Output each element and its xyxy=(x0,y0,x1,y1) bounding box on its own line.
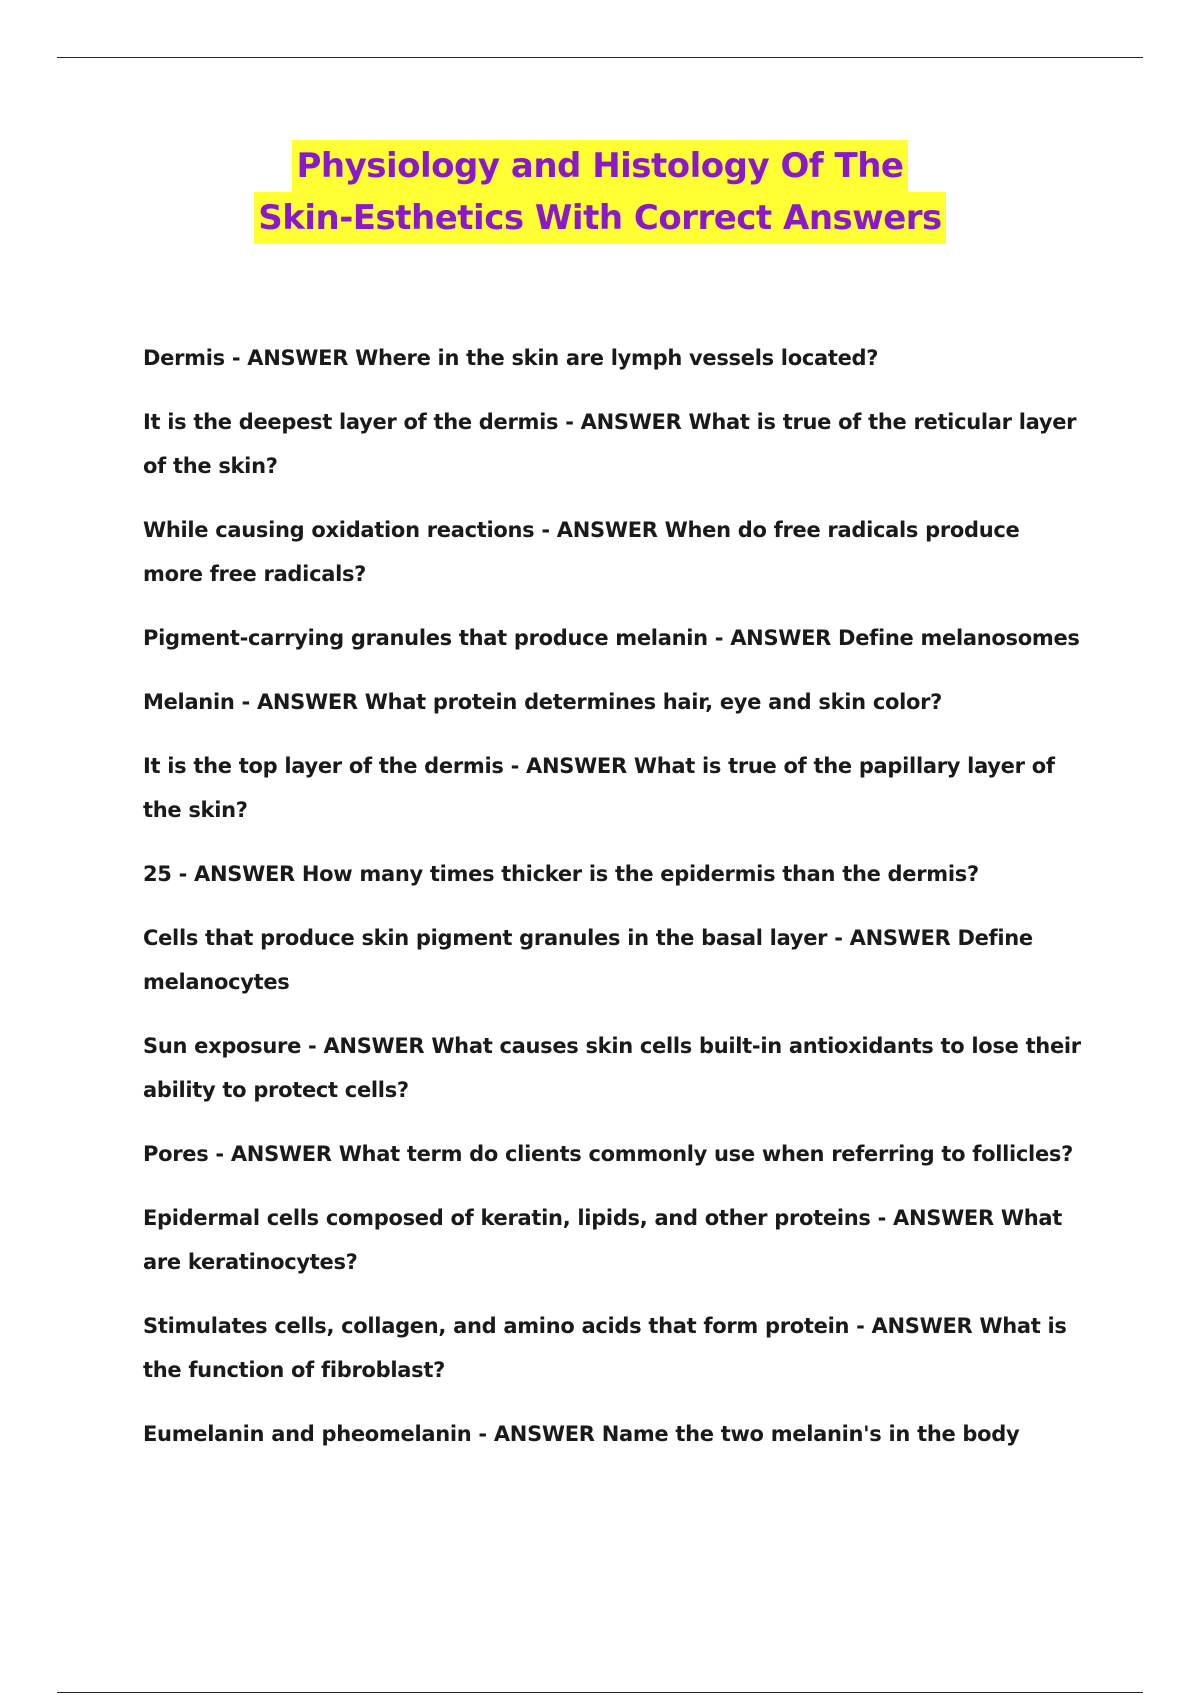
qa-item: Cells that produce skin pigment granules in the basal layer - ANSWER Define melanocytes xyxy=(143,926,1033,994)
top-rule xyxy=(57,57,1143,58)
qa-list xyxy=(143,336,1083,1476)
qa-item: Sun exposure - ANSWER What causes skin cells built-in antioxidants to lose their ability to protect cells? xyxy=(143,1034,1081,1102)
qa-item: Epidermal cells composed of keratin, lipids, and other proteins - ANSWER What are keratinocytes? xyxy=(143,1206,1062,1274)
bottom-rule xyxy=(57,1692,1143,1693)
qa-item: Pigment-carrying granules that produce melanin - ANSWER Define melanosomes xyxy=(143,626,1080,650)
title-line-2: Skin-Esthetics With Correct Answers xyxy=(254,192,946,244)
qa-item: 25 - ANSWER How many times thicker is the epidermis than the dermis? xyxy=(143,862,979,886)
qa-item: Pores - ANSWER What term do clients commonly use when referring to follicles? xyxy=(143,1142,1073,1166)
qa-item: It is the deepest layer of the dermis - ANSWER What is true of the reticular layer of the skin? xyxy=(143,410,1077,478)
qa-item: Dermis - ANSWER Where in the skin are lymph vessels located? xyxy=(143,346,879,370)
qa-item: Melanin - ANSWER What protein determines hair, eye and skin color? xyxy=(143,690,943,714)
qa-item: Stimulates cells, collagen, and amino acids that form protein - ANSWER What is the function of fibroblast? xyxy=(143,1314,1067,1382)
qa-item: Eumelanin and pheomelanin - ANSWER Name the two melanin's in the body xyxy=(143,1422,1020,1446)
document-title xyxy=(0,140,1200,244)
qa-item: While causing oxidation reactions - ANSWER When do free radicals produce more free radicals? xyxy=(143,518,1020,586)
qa-item: It is the top layer of the dermis - ANSWER What is true of the papillary layer of the skin? xyxy=(143,754,1055,822)
title-line-1: Physiology and Histology Of The xyxy=(292,140,907,192)
